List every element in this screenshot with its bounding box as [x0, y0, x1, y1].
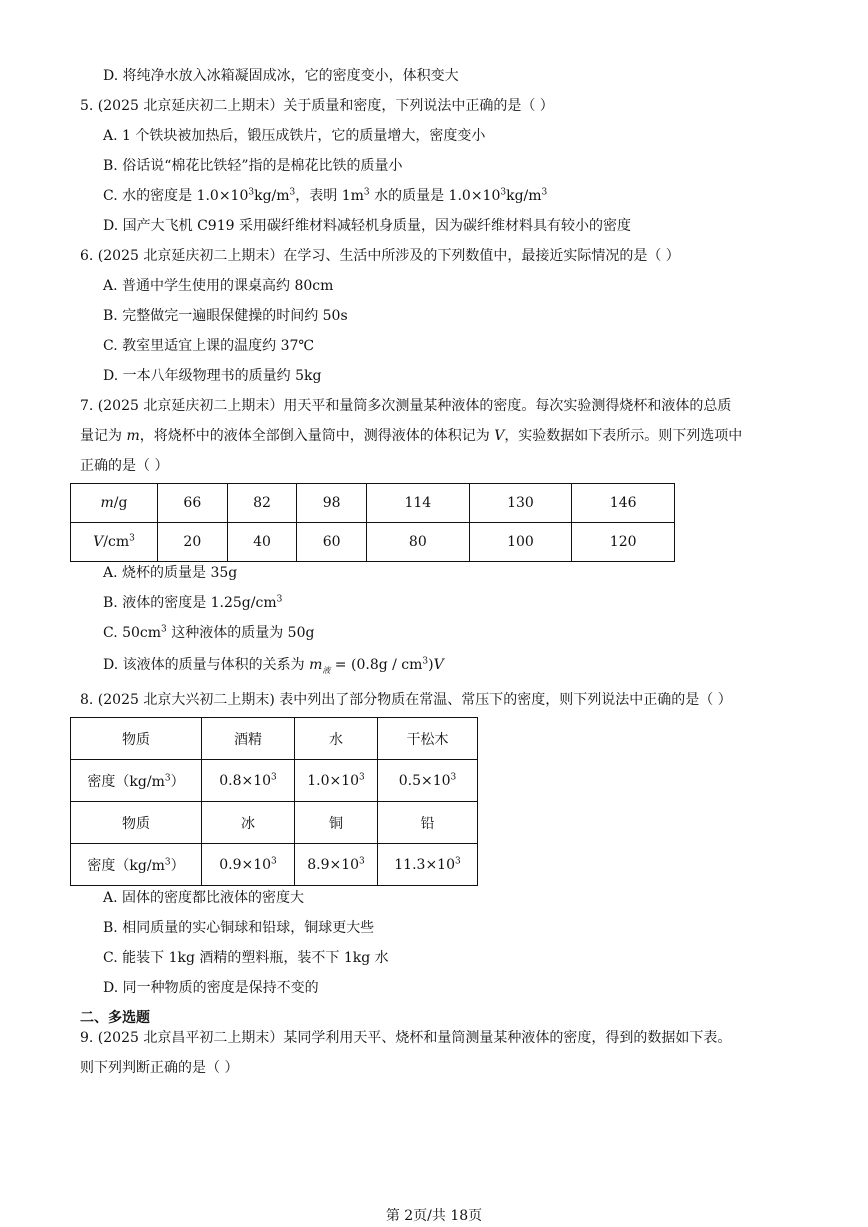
q5-option-d: D. 国产大飞机 C919 采用碳纤维材料减轻机身质量，因为碳纤维材料具有较小的密度 [103, 218, 631, 234]
table-cell: 40 [227, 523, 297, 562]
table-cell: 100 [469, 523, 572, 562]
table-cell: 20 [158, 523, 228, 562]
formula: $m_液 = (0.8g / cm^3)V$ [309, 656, 444, 675]
q6-option-d: D. 一本八年级物理书的质量约 5kg [103, 368, 322, 384]
q4-option-d: D. 将纯净水放入冰箱凝固成冰，它的密度变小，体积变大 [103, 68, 459, 84]
table-cell: 82 [227, 484, 297, 523]
table-row [71, 523, 675, 562]
table-cell: $8.9\times 10^3$ [295, 844, 378, 886]
table-header-cell: 酒精 [202, 718, 295, 760]
q5-stem: 5. (2025 北京延庆初二上期末）关于质量和密度，下列说法中正确的是（ ） [80, 98, 554, 114]
table-row [71, 802, 478, 844]
q5-option-c: C. 水的密度是 $1.0\times 10^3kg/m^3$，表明 $1m^3$ 水的质量是 $1.0\times 10^3kg/m^3$ [103, 187, 548, 204]
table-row [71, 760, 478, 802]
q6-option-a: A. 普通中学生使用的课桌高约 80cm [103, 278, 334, 294]
q7-stem-line2: 量记为 m，将烧杯中的液体全部倒入量筒中，测得液体的体积记为 V，实验数据如下表所示。则下列选项中 [80, 428, 743, 444]
q7-option-b: B. 液体的密度是 $1.25g/cm^3$ [103, 594, 283, 611]
q8-option-b: B. 相同质量的实心铜球和铅球，铜球更大些 [103, 920, 375, 936]
q7-data-table [70, 483, 675, 562]
q6-stem: 6. (2025 北京延庆初二上期末）在学习、生活中所涉及的下列数值中，最接近实际情况的是（ ） [80, 248, 680, 264]
table-cell: $1.0\times 10^3$ [295, 760, 378, 802]
q5-option-b: B. 俗话说“棉花比铁轻”指的是棉花比铁的质量小 [103, 158, 403, 174]
q7-option-d: D. 该液体的质量与体积的关系为 $m_液 = (0.8g / cm^3)V$ [103, 656, 444, 675]
table-cell: 98 [297, 484, 367, 523]
row-label-density: 密度$(kg/m^3)$ [71, 760, 202, 802]
table-header-cell: 物质 [71, 802, 202, 844]
page-number: 第 2页/共 18页 [385, 1208, 483, 1224]
table-cell: $11.3\times 10^3$ [378, 844, 478, 886]
table-row [71, 718, 478, 760]
q7-stem-line3: 正确的是（ ） [80, 458, 169, 474]
q9-stem-line1: 9. (2025 北京昌平初二上期末）某同学利用天平、烧杯和量筒测量某种液体的密度，得到的数据如下表。 [80, 1030, 732, 1046]
table-cell: 120 [572, 523, 675, 562]
q8-stem: 8. (2025 北京大兴初二上期末) 表中列出了部分物质在常温、常压下的密度，则下列说法中正确的是（ ） [80, 692, 732, 708]
table-header-cell: 铜 [295, 802, 378, 844]
table-header-cell: 冰 [202, 802, 295, 844]
section-title: 二、多选题 [80, 1010, 150, 1026]
table-cell: $0.8\times 10^3$ [202, 760, 295, 802]
q6-option-b: B. 完整做完一遍眼保健操的时间约 50s [103, 308, 348, 324]
table-cell: 80 [367, 523, 470, 562]
table-row [71, 484, 675, 523]
row-label-volume: $V/cm^3$ [71, 523, 158, 562]
q8-density-table [70, 717, 478, 886]
table-header-cell: 水 [295, 718, 378, 760]
q8-option-a: A. 固体的密度都比液体的密度大 [103, 890, 305, 906]
table-header-cell: 物质 [71, 718, 202, 760]
table-cell: 60 [297, 523, 367, 562]
row-label-density: 密度$(kg/m^3)$ [71, 844, 202, 886]
table-cell: 114 [367, 484, 470, 523]
table-header-cell: 干松木 [378, 718, 478, 760]
q8-option-d: D. 同一种物质的密度是保持不变的 [103, 980, 319, 996]
q9-stem-line2: 则下列判断正确的是（ ） [80, 1060, 239, 1076]
q5-option-a: A. 1 个铁块被加热后，锻压成铁片，它的质量增大，密度变小 [103, 128, 486, 144]
table-cell: $0.5\times 10^3$ [378, 760, 478, 802]
q8-option-c: C. 能装下 1kg 酒精的塑料瓶，装不下 1kg 水 [103, 950, 389, 966]
q7-option-a: A. 烧杯的质量是 35g [103, 565, 238, 581]
row-label-mass: m/g [71, 484, 158, 523]
q7-stem-line1: 7. (2025 北京延庆初二上期末）用天平和量筒多次测量某种液体的密度。每次实验测得烧杯和液体的总质 [80, 398, 732, 414]
table-header-cell: 铅 [378, 802, 478, 844]
table-cell: 66 [158, 484, 228, 523]
q6-option-c: C. 教室里适宜上课的温度约 37℃ [103, 338, 315, 354]
table-row [71, 844, 478, 886]
table-cell: $0.9\times 10^3$ [202, 844, 295, 886]
table-cell: 130 [469, 484, 572, 523]
table-cell: 146 [572, 484, 675, 523]
q7-option-c: C. $50cm^3$ 这种液体的质量为 50g [103, 624, 315, 641]
